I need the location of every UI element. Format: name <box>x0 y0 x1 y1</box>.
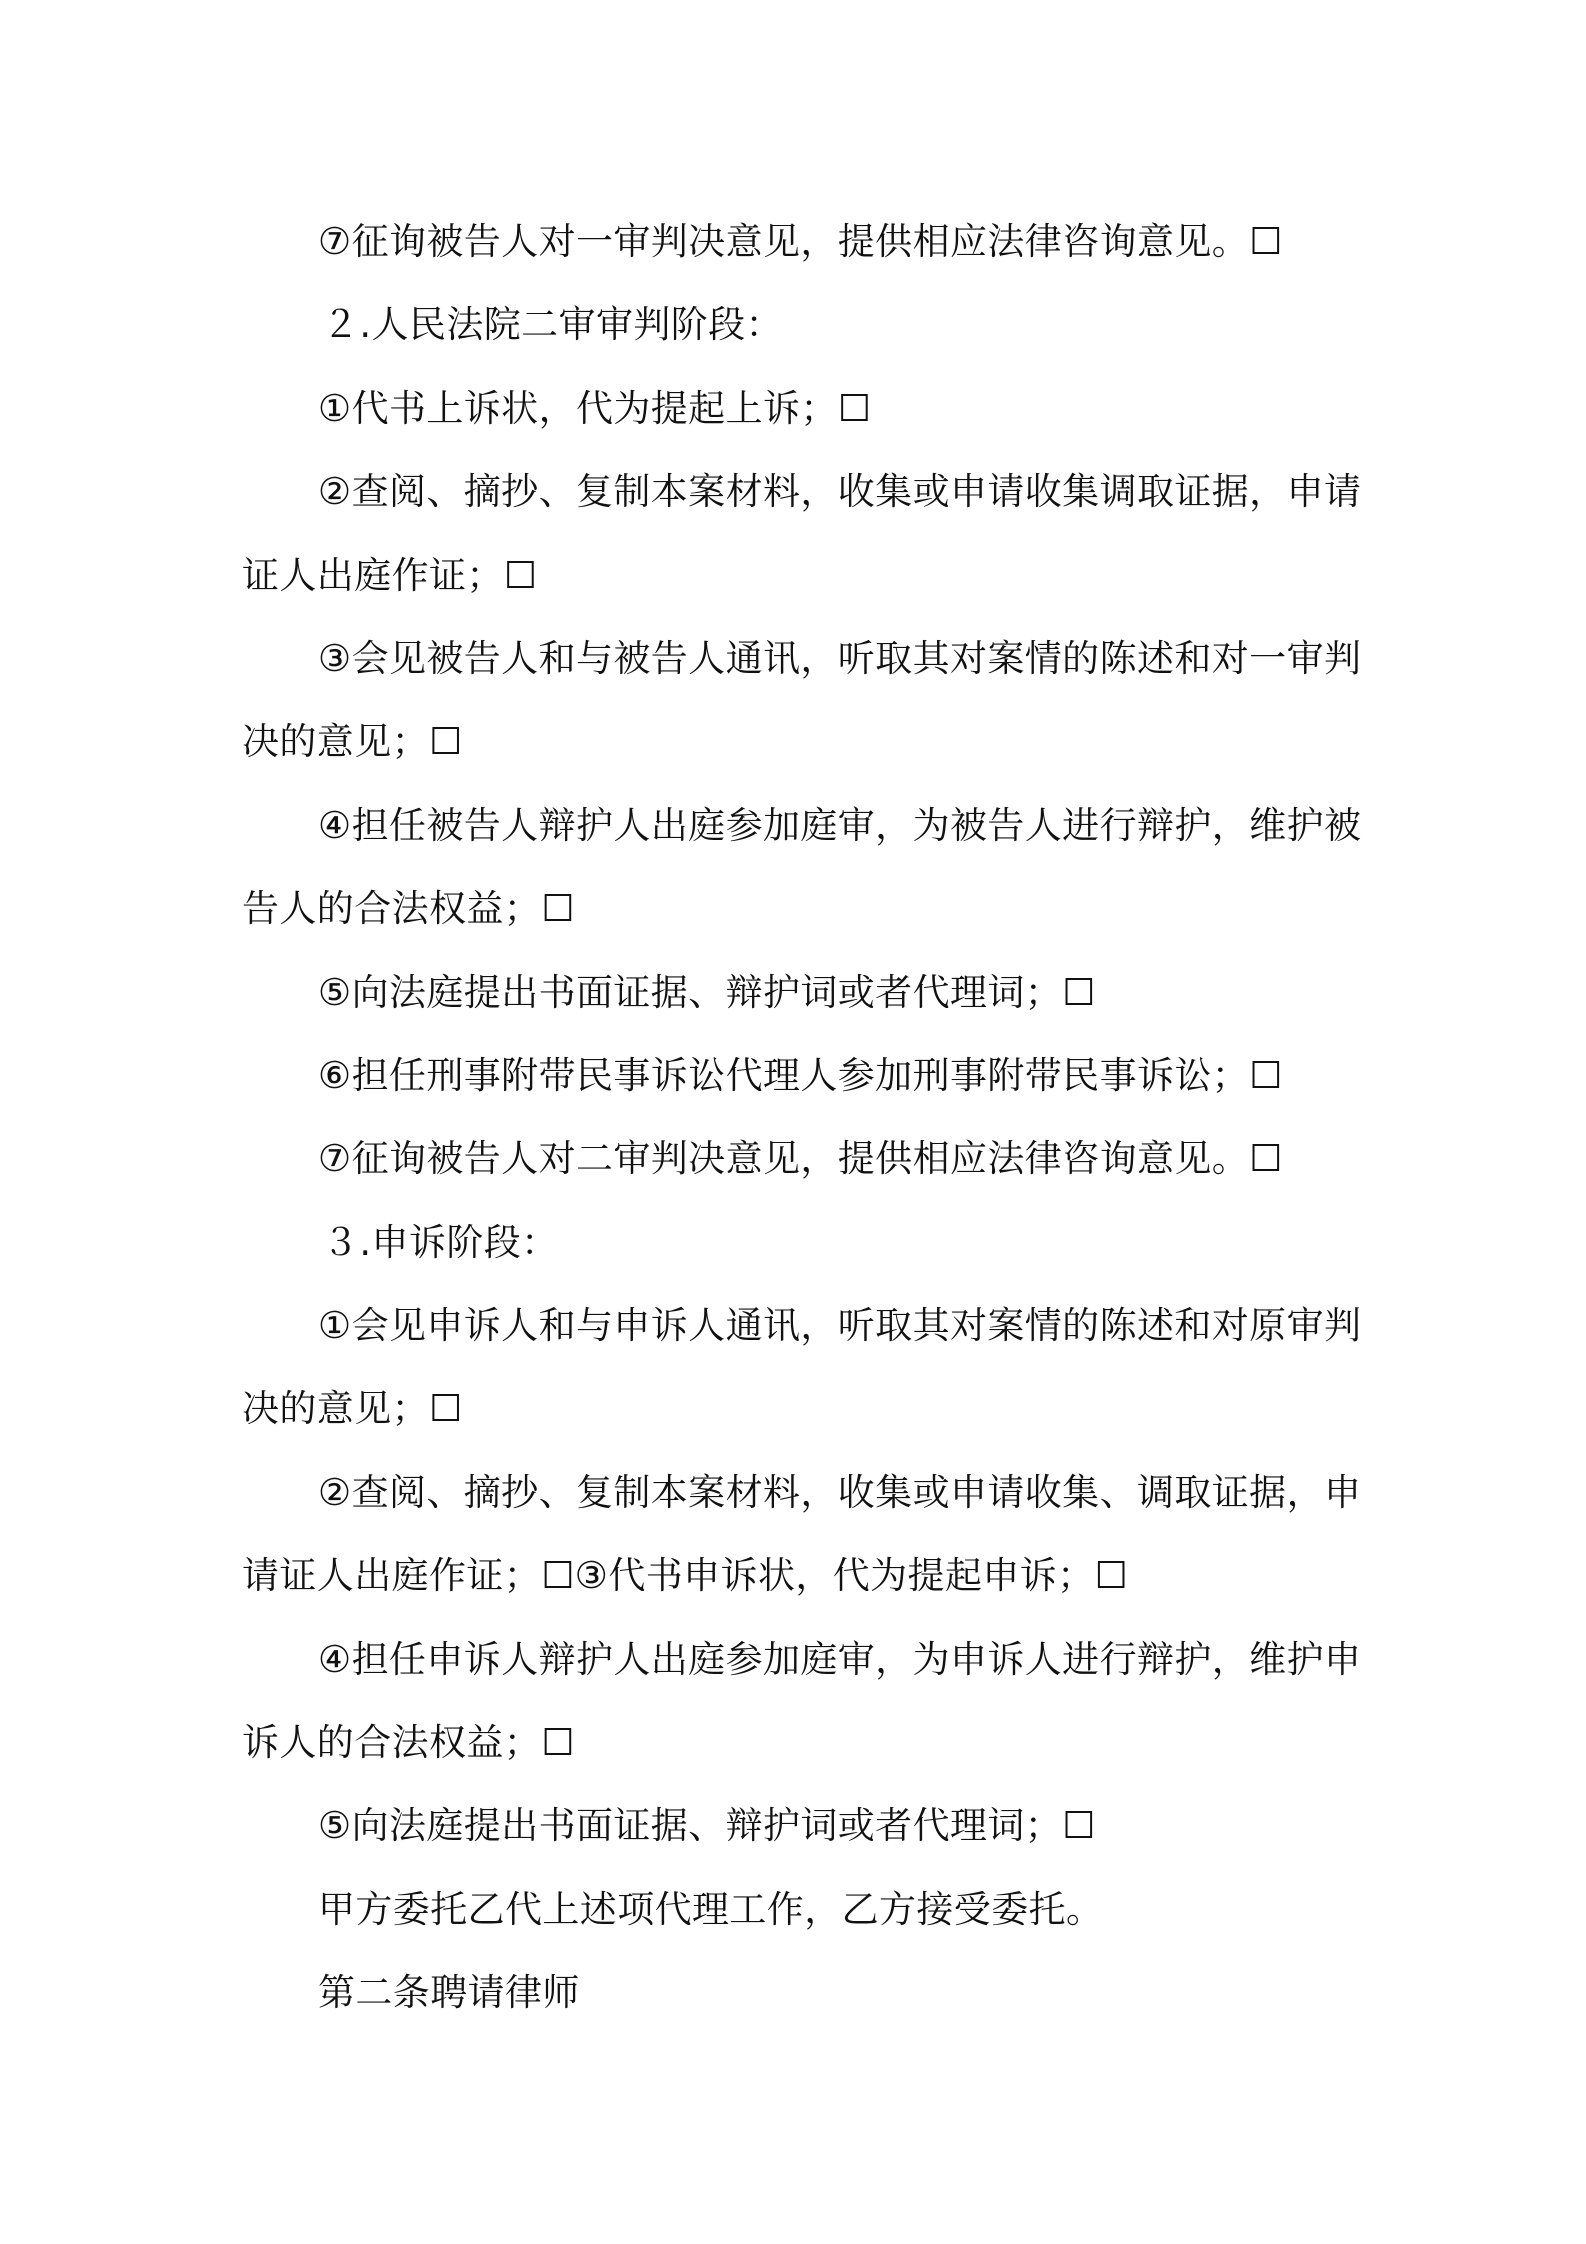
item-continuation: 请证人出庭作证；☐③代书申诉状，代为提起申诉；☐ <box>242 1554 1129 1598</box>
item-line: ④担任申诉人辩护人出庭参加庭审，为申诉人进行辩护，维护申 <box>318 1637 1362 1681</box>
section-heading: ２.人民法院二审审判阶段： <box>322 303 783 347</box>
item-line: ⑥担任刑事附带民事诉讼代理人参加刑事附带民事诉讼；☐ <box>318 1053 1283 1097</box>
item-line: ②查阅、摘抄、复制本案材料，收集或申请收集、调取证据，申 <box>318 1470 1362 1514</box>
item-line: ⑦征询被告人对二审判决意见，提供相应法律咨询意见。☐ <box>318 1137 1283 1181</box>
item-continuation: 决的意见；☐ <box>242 720 463 764</box>
item-continuation: 决的意见；☐ <box>242 1387 463 1431</box>
item-line: ③会见被告人和与被告人通讯，听取其对案情的陈述和对一审判 <box>318 636 1362 680</box>
section-heading: ３.申诉阶段： <box>322 1220 559 1264</box>
article-heading: 第二条聘请律师 <box>318 1971 580 2015</box>
item-line: ⑦征询被告人对一审判决意见，提供相应法律咨询意见。☐ <box>318 220 1283 263</box>
item-continuation: 告人的合法权益；☐ <box>242 887 575 931</box>
document-body <box>242 200 1362 2035</box>
item-continuation: 诉人的合法权益；☐ <box>242 1721 575 1765</box>
item-line: ①代书上诉状，代为提起上诉；☐ <box>318 386 872 430</box>
paragraph-line: 甲方委托乙代上述项代理工作，乙方接受委托。 <box>318 1887 1104 1931</box>
item-line: ①会见申诉人和与申诉人通讯，听取其对案情的陈述和对原审判 <box>318 1304 1362 1348</box>
item-continuation: 证人出庭作证；☐ <box>242 553 538 597</box>
item-line: ⑤向法庭提出书面证据、辩护词或者代理词；☐ <box>318 970 1096 1014</box>
item-line: ⑤向法庭提出书面证据、辩护词或者代理词；☐ <box>318 1804 1096 1848</box>
item-line: ②查阅、摘抄、复制本案材料，收集或申请收集调取证据，申请 <box>318 470 1362 514</box>
item-line: ④担任被告人辩护人出庭参加庭审，为被告人进行辩护，维护被 <box>318 803 1362 847</box>
